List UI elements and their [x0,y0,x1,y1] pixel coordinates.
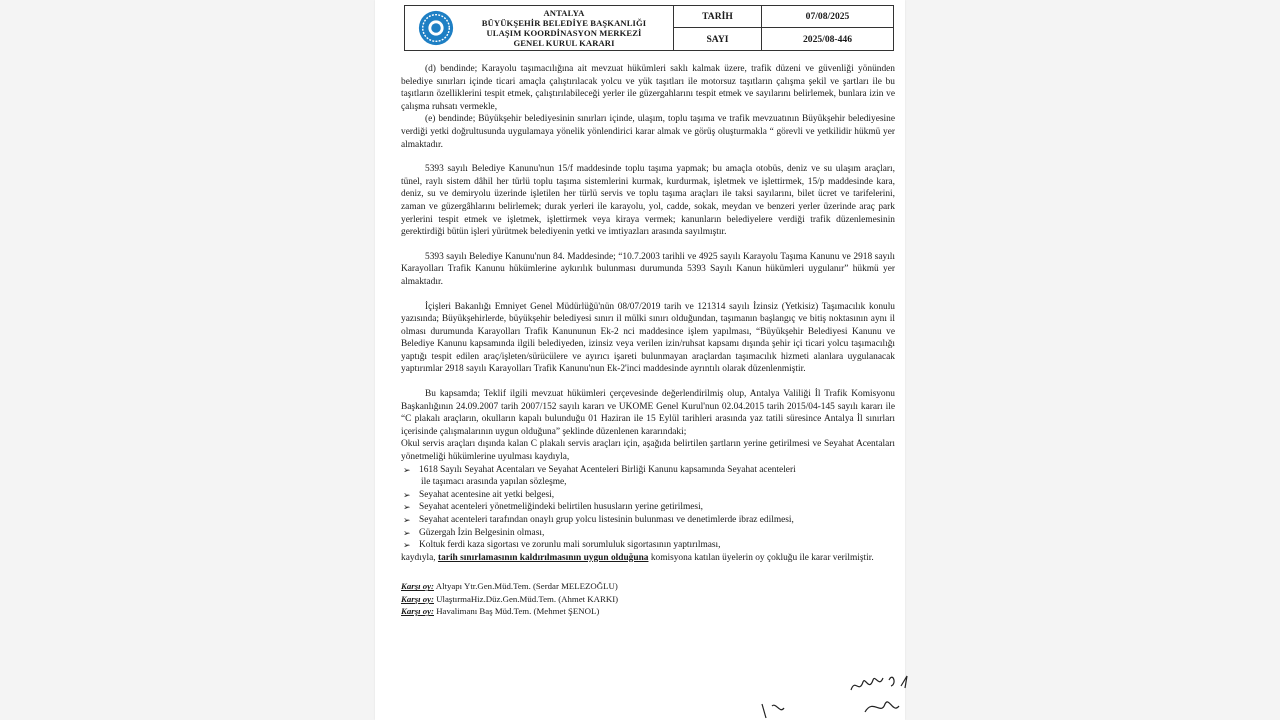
conclusion [401,552,895,565]
document-header [404,5,894,51]
org-line: BÜYÜKŞEHİR BELEDİYE BAŞKANLIĞI [481,18,647,28]
arrow-bullet-icon: ➢ [403,515,411,525]
dissent-vote-row [401,593,895,605]
list-item [401,527,895,540]
paragraph: Okul servis araçları dışında kalan C plakalı servis araçları için, aşağıda belirtilen şartların yerine getirilmesi ve Seyahat Acentaları yönetmeliği hükümlerine uyulması kaydıyla, [401,439,895,463]
arrow-bullet-icon: ➢ [403,464,411,475]
requirements-list [401,464,895,552]
document-page [375,0,905,720]
organization-name [455,8,673,48]
number-value: 2025/08-446 [802,33,853,45]
date-value: 07/08/2025 [762,6,893,28]
list-item [401,464,895,489]
arrow-bullet-icon: ➢ [403,540,411,551]
dissent-vote-row [401,605,895,617]
list-item-text: Güzergah İzin Belgesinin olması, [419,527,545,538]
paragraph: 5393 sayılı Belediye Kanunu'nun 84. Maddesinde; “10.7.2003 tarihli ve 4925 sayılı Karayolu Taşıma Kanunu ve 2918 sayılı Karayolları Trafik Kanunu hükümlerine aykırılık bulunması durumunda 5393 Sayılı Kanun hükümleri uygulanır” hükmü yer almaktadır. [401,251,895,287]
paragraph: (e) bendinde; Büyükşehir belediyesinin sınırları içinde, ulaşım, toplu taşıma ve trafik mevzuatının Büyükşehir belediyesine verdiği yetki doğrultusunda uygulamaya yönelik yönlendirici karar almak ve görüş oluşturmakla “ görevli ve yetkilidir hükmü yer almaktadır. [401,114,895,150]
list-item-text: Seyahat acenteleri yönetmeliğindeki belirtilen hususların yerine getirilmesi, [419,502,704,513]
dissent-vote-row [401,580,895,592]
org-line: ULAŞIM KOORDİNASYON MERKEZİ [486,28,642,38]
conclusion-emphasis: tarih sınırlamasının kaldırılmasının uygun olduğuna [437,552,649,563]
dissent-member: Havalimanı Baş Müd.Tem. (Mehmet ŞENOL) [434,606,600,617]
org-line: ANTALYA [543,8,585,18]
list-item [401,489,895,502]
paragraph: (d) bendinde; Karayolu taşımacılığına ait mevzuat hükümleri saklı kalmak üzere, trafik düzeni ve güvenliği yönünden belediye sınırları içinde ticari amaçla çalıştırılacak yolcu ve yük taşıtları ile motorsuz taşıtların çalışma şekil ve şartları ile bu taşıtların özelliklerini tespit etmek, çalıştırılabileceği yerler ile güzergahlarını tespit etmek ve sayılarını belirlemek, bunlara izin ve çalışma ruhsatı vermekle, [401,64,895,112]
list-item [401,514,895,527]
list-item-text: Koltuk ferdi kaza sigortası ve zorunlu mali sorumluluk sigortasının yaptırılması, [419,540,721,551]
number-label: SAYI [674,28,762,50]
list-item-text: 1618 Sayılı Seyahat Acentaları ve Seyahat Acenteleri Birliği Kanunu kapsamında Seyahat acenteleri [419,464,796,475]
arrow-bullet-icon: ➢ [403,527,411,538]
paragraph: İçişleri Bakanlığı Emniyet Genel Müdürlüğü'nün 08/07/2019 tarih ve 121314 sayılı İzinsiz (Yetkisiz) Taşımacılık konulu yazısında; Büyükşehirlerde, büyükşehir belediyesi sınırı il mülki sınırı olduğundan, taşımanın başlangıç ve bitiş noktasının aynı il olması durumunda Karayolları Trafik Kanununun Ek-2 nci maddesince işlem yapılması, “Büyükşehir Belediyesi Kanunu ve Belediye Kanunu kapsamında ilgili belediyeden, izinsiz veya verilen izin/ruhsat kapsamı dışında şehir içi ticari yolcu taşımacılığı yaptığı tespit edilen araç/işleten/sürücülere ve ayırıcı işareti bulunmayan araçlardan taşımacılık hizmeti alanlara uygulanacak yaptırımlar 2918 sayılı Karayolları Trafik Kanunu'nun Ek-2'inci maddesinde ayrıntılı olarak düzenlenmiştir. [401,301,895,375]
municipality-logo-icon [417,9,455,47]
paragraph: Bu kapsamda; Teklif ilgili mevzuat hükümleri çerçevesinde değerlendirilmiş olup, Antalya Valiliği İl Trafik Komisyonu Başkanlığının 24.09.2007 tarih 2007/152 sayılı kararı ve UKOME Genel Kurul'nun 02.04.2015 tarih 2015/04-145 sayılı kararı ile “C plakalı araçların, okulların kapalı bulunduğu 01 Haziran ile 15 Eylül tarihleri arasında yaz tatili süresince Antalya İl sınırları içerisinde çalışmalarının uygun olduğuna” şeklinde düzenlenen kararındaki; [401,389,895,437]
list-item [401,539,895,552]
list-item-subtext: ile taşımacı arasında yapılan sözleşme, [421,477,567,488]
document-body [401,63,895,618]
dissent-member: Altyapı Ytr.Gen.Müd.Tem. (Serdar MELEZOĞLU) [434,581,618,592]
org-line: GENEL KURUL KARARI [513,38,615,48]
dissent-label: Karşı oy: [401,593,434,604]
conclusion-text: kaydıyla, [401,552,438,563]
arrow-bullet-icon: ➢ [403,502,411,513]
dissent-label: Karşı oy: [401,581,434,592]
list-item-text: Seyahat acentesine ait yetki belgesi, [419,489,555,500]
dissent-votes [401,580,895,617]
dissent-label: Karşı oy: [401,606,434,617]
date-label: TARİH [674,6,762,28]
header-meta-table [674,6,893,50]
arrow-bullet-icon: ➢ [403,489,411,500]
handwritten-signature [845,668,915,720]
handwritten-signature [758,700,798,720]
list-item-text: Seyahat acenteleri tarafından onaylı grup yolcu listesinin bulunması ve denetimlerde ibraz edilmesi, [419,515,794,525]
paragraph: 5393 sayılı Belediye Kanunu'nun 15/f maddesinde toplu taşıma yapmak; bu amaçla otobüs, deniz ve su ulaşım araçları, tünel, raylı sistem dâhil her türlü toplu taşıma sistemlerini kurmak, kurdurmak, işletmek ve işlettirmek, 15/p maddesinde kara, deniz, su ve demiryolu üzerinde işletilen her türlü servis ve toplu taşıma araçları ile taksi sayılarını, bilet ücret ve tarifelerini, zaman ve güzergâhlarını belirlemek; durak yerleri ile karayolu, yol, cadde, sokak, meydan ve benzeri yerler üzerinde araç park yerlerini tespit etmek ve işletmek, işlettirmek veya kiraya vermek; kanunların belediyelere verdiği trafik düzenlemesinin gerektirdiği bütün işleri yürütmek belediyenin yetki ve imtiyazları arasında sayılmıştır. [401,164,895,238]
list-item [401,501,895,514]
conclusion-text: komisyona katılan üyelerin oy çokluğu ile karar verilmiştir. [648,552,874,563]
header-organization [405,6,674,50]
dissent-member: UlaştırmaHiz.Düz.Gen.Müd.Tem. (Ahmet KARKI) [434,593,619,604]
